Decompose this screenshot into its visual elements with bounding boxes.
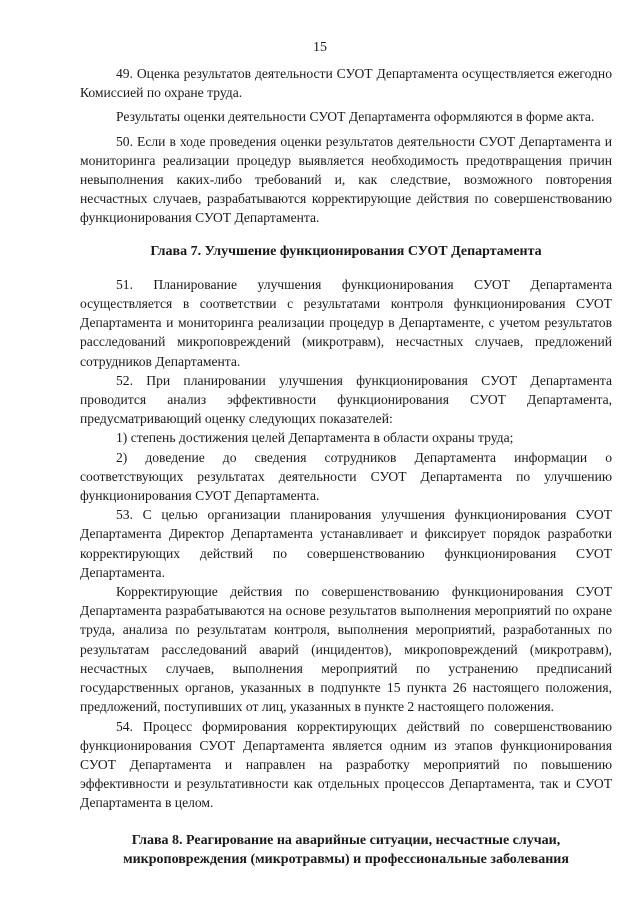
paragraph-53-corrective: Корректирующие действия по совершенствованию функционирования СУОТ Департамента разрабатываются на основе результатов выполнения мероприятий по охране труда, анализа по результатам контроля, выполнения мероприятий, разработанных по результатам расследований аварий (инцидентов), микроповреждений (микротравм), несчастных случаев, выполнения мероприятий по устранению предписаний государственных органов, указанных в подпункте 15 пункта 26 настоящего положения, предложений, поступивших от лиц, указанных в пункте 2 настоящего положения. bbox=[80, 584, 612, 715]
paragraph-52: 52. При планировании улучшения функционирования СУОТ Департамента проводится анализ эффективности функционирования СУОТ Департамента, предусматривающий оценку следующих показателей: bbox=[80, 372, 612, 427]
chapter-8-heading bbox=[80, 831, 612, 869]
chapter-8-heading-line-2: микроповреждения (микротравмы) и профессиональные заболевания bbox=[123, 851, 569, 867]
paragraph-49: 49. Оценка результатов деятельности СУОТ Департамента осуществляется ежегодно Комиссией по охране труда. bbox=[80, 66, 612, 101]
paragraph-49-result: Результаты оценки деятельности СУОТ Департамента оформляются в форме акта. bbox=[116, 109, 595, 125]
paragraph-51: 51. Планирование улучшения функционирования СУОТ Департамента осуществляется в соответствии с результатами контроля функционирования СУОТ Департамента и мониторинга реализации процедур в Департаменте, с учетом результатов расследований микроповреждений (микротравм), несчастных случаев, предложений сотрудников Департамента. bbox=[80, 276, 612, 369]
chapter-8-heading-line-1: Глава 8. Реагирование на аварийные ситуации, несчастные случаи, bbox=[131, 832, 561, 848]
paragraph-50: 50. Если в ходе проведения оценки результатов деятельности СУОТ Департамента и мониторинга реализации процедур выявляется необходимость предотвращения причин невыполнения каких-либо требований и, как следствие, возможного повторения несчастных случаев, разрабатываются корректирующие действия по совершенствованию функционирования СУОТ Департамента. bbox=[80, 133, 612, 226]
paragraph-52-item-1: 1) степень достижения целей Департамента в области охраны труда; bbox=[116, 430, 514, 446]
paragraph-53: 53. С целью организации планирования улучшения функционирования СУОТ Департамента Директор Департамента устанавливает и фиксирует порядок разработки корректирующих действий по совершенствованию функционирования СУОТ Департамента. bbox=[80, 507, 612, 580]
chapter-7-heading: Глава 7. Улучшение функционирования СУОТ Департамента bbox=[150, 243, 542, 259]
document-body bbox=[80, 64, 612, 883]
page-number: 15 bbox=[313, 40, 327, 55]
paragraph-52-item-2: 2) доведение до сведения сотрудников Департамента информации о соответствующих результатах деятельности СУОТ Департамента по улучшению функционирования СУОТ Департамента. bbox=[80, 449, 612, 504]
paragraph-54: 54. Процесс формирования корректирующих действий по совершенствованию функционирования СУОТ Департамента является одним из этапов функционирования СУОТ Департамента и направлен на разработку мероприятий по повышению эффективности и результативности как отдельных процессов Департамента, так и СУОТ Департамента в целом. bbox=[80, 718, 612, 811]
